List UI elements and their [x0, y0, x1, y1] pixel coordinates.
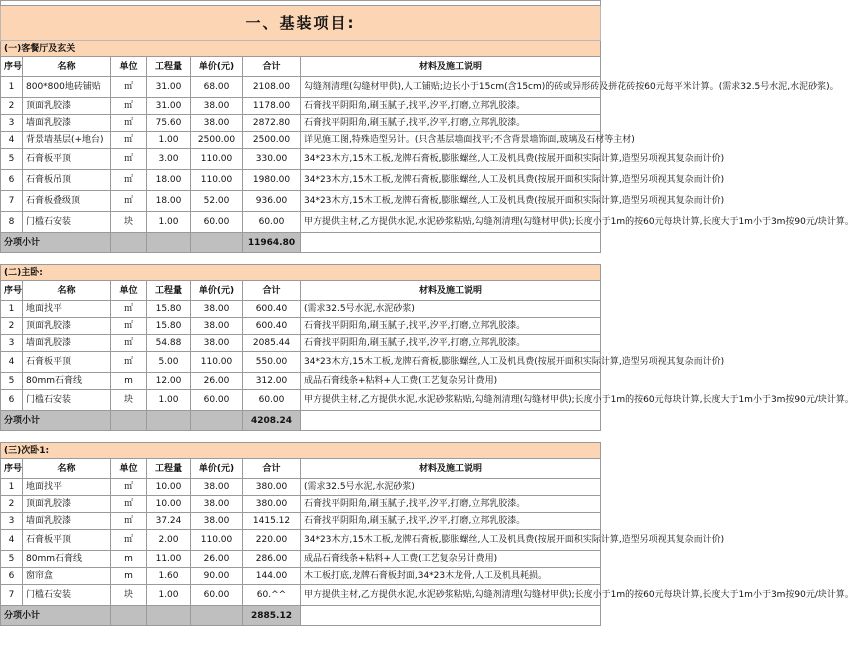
subtotal-value: 4208.24: [243, 411, 301, 431]
cell-num: 1: [1, 479, 23, 496]
section-row: [1, 265, 601, 281]
cell-name: 门槛石安装: [23, 390, 111, 411]
header-unit: 单位: [111, 459, 147, 479]
cell-name: 顶面乳胶漆: [23, 496, 111, 513]
cell-num: 3: [1, 115, 23, 132]
cell-qty: 1.00: [147, 390, 191, 411]
cell-name: 石膏板吊顶: [23, 170, 111, 191]
cell-price: 90.00: [191, 568, 243, 585]
header-num: 序号: [1, 459, 23, 479]
cell-name: 墙面乳胶漆: [23, 115, 111, 132]
cell-unit: ㎡: [111, 496, 147, 513]
subtotal-row: [1, 233, 601, 253]
cell-qty: 18.00: [147, 170, 191, 191]
cell-total: 220.00: [243, 530, 301, 551]
cell-num: 6: [1, 390, 23, 411]
cell-name: 石膏板平顶: [23, 149, 111, 170]
cell-unit: ㎡: [111, 479, 147, 496]
header-num: 序号: [1, 57, 23, 77]
subtotal-blank: [111, 233, 147, 253]
cell-name: 窗帘盒: [23, 568, 111, 585]
cell-desc: (需求32.5号水泥,水泥砂浆): [301, 301, 601, 318]
section-row: [1, 443, 601, 459]
table-row: [1, 98, 601, 115]
cell-name: 80mm石膏线: [23, 551, 111, 568]
cell-total: 2500.00: [243, 132, 301, 149]
cell-qty: 1.00: [147, 212, 191, 233]
cell-name: 石膏板叠级顶: [23, 191, 111, 212]
cell-qty: 1.00: [147, 132, 191, 149]
cell-qty: 18.00: [147, 191, 191, 212]
cell-num: 7: [1, 585, 23, 606]
cell-num: 1: [1, 77, 23, 98]
cell-total: 1415.12: [243, 513, 301, 530]
cell-desc: 石膏找平阴阳角,刷玉腻子,找平,汐平,打磨,立邦乳胶漆。: [301, 496, 601, 513]
sheet-title: 一、基装项目:: [1, 6, 601, 41]
cell-total: 2872.80: [243, 115, 301, 132]
cell-name: 石膏板平顶: [23, 530, 111, 551]
subtotal-value: 11964.80: [243, 233, 301, 253]
cell-name: 地面找平: [23, 301, 111, 318]
cell-qty: 12.00: [147, 373, 191, 390]
header-qty: 工程量: [147, 459, 191, 479]
cell-num: 2: [1, 98, 23, 115]
cell-price: 2500.00: [191, 132, 243, 149]
cell-price: 68.00: [191, 77, 243, 98]
cell-qty: 31.00: [147, 77, 191, 98]
cell-num: 3: [1, 335, 23, 352]
cell-desc: 石膏找平阴阳角,刷玉腻子,找平,汐平,打磨,立邦乳胶漆。: [301, 98, 601, 115]
cell-desc: 甲方提供主材,乙方提供水泥,水泥砂浆粘贴,勾缝剂清理(勾缝材甲供);长度小于1m的按60元每块计算,长度大于1m小于3m按90元/块计算。: [301, 212, 601, 233]
cell-num: 2: [1, 318, 23, 335]
table-row: [1, 513, 601, 530]
cell-price: 110.00: [191, 352, 243, 373]
cell-desc: (需求32.5号水泥,水泥砂浆): [301, 479, 601, 496]
cell-num: 8: [1, 212, 23, 233]
cell-price: 38.00: [191, 115, 243, 132]
header-row: [1, 57, 601, 77]
cell-qty: 1.00: [147, 585, 191, 606]
cell-price: 60.00: [191, 390, 243, 411]
cell-name: 门槛石安装: [23, 212, 111, 233]
cell-price: 52.00: [191, 191, 243, 212]
cell-total: 380.00: [243, 496, 301, 513]
subtotal-row: [1, 606, 601, 626]
section-gap: [1, 431, 601, 443]
table-row: [1, 585, 601, 606]
cell-desc: 成品石膏线条+粘料+人工费(工艺复杂另计费用): [301, 373, 601, 390]
cell-price: 38.00: [191, 496, 243, 513]
subtotal-blank: [147, 411, 191, 431]
cell-name: 顶面乳胶漆: [23, 98, 111, 115]
cell-total: 1178.00: [243, 98, 301, 115]
cell-total: 286.00: [243, 551, 301, 568]
subtotal-blank: [111, 411, 147, 431]
cell-desc: 34*23木方,15木工板,龙牌石膏板,膨胀螺丝,人工及机具费(按展开面积实际计算,造型另项视其复杂而计价): [301, 191, 601, 212]
table-row: [1, 479, 601, 496]
cell-unit: ㎡: [111, 170, 147, 191]
cell-total: 2085.44: [243, 335, 301, 352]
cell-price: 38.00: [191, 98, 243, 115]
cell-price: 110.00: [191, 149, 243, 170]
cell-num: 4: [1, 352, 23, 373]
table-row: [1, 301, 601, 318]
cell-price: 38.00: [191, 318, 243, 335]
cell-num: 6: [1, 170, 23, 191]
cell-num: 5: [1, 373, 23, 390]
table-row: [1, 390, 601, 411]
table-row: [1, 115, 601, 132]
cell-unit: 块: [111, 390, 147, 411]
cell-num: 1: [1, 301, 23, 318]
cell-unit: 块: [111, 212, 147, 233]
table-row: [1, 568, 601, 585]
cell-num: 2: [1, 496, 23, 513]
subtotal-blank: [147, 233, 191, 253]
cell-price: 110.00: [191, 530, 243, 551]
cell-qty: 2.00: [147, 530, 191, 551]
cell-qty: 75.60: [147, 115, 191, 132]
cell-qty: 3.00: [147, 149, 191, 170]
section-row: [1, 41, 601, 57]
header-row: [1, 281, 601, 301]
cell-unit: ㎡: [111, 77, 147, 98]
subtotal-desc: [301, 411, 601, 431]
cell-total: 60.00: [243, 212, 301, 233]
subtotal-label: 分项小计: [1, 233, 111, 253]
cell-price: 38.00: [191, 479, 243, 496]
cell-name: 门槛石安装: [23, 585, 111, 606]
subtotal-desc: [301, 606, 601, 626]
cell-name: 石膏板平顶: [23, 352, 111, 373]
cell-total: 380.00: [243, 479, 301, 496]
subtotal-blank: [191, 411, 243, 431]
table-row: [1, 352, 601, 373]
subtotal-value: 2885.12: [243, 606, 301, 626]
cell-price: 38.00: [191, 513, 243, 530]
table-row: [1, 191, 601, 212]
cell-total: 312.00: [243, 373, 301, 390]
cell-num: 7: [1, 191, 23, 212]
table-row: [1, 212, 601, 233]
header-qty: 工程量: [147, 281, 191, 301]
gap-cell: [1, 253, 601, 265]
cell-unit: ㎡: [111, 352, 147, 373]
cell-price: 38.00: [191, 335, 243, 352]
cell-total: 550.00: [243, 352, 301, 373]
cell-unit: ㎡: [111, 191, 147, 212]
subtotal-label: 分项小计: [1, 606, 111, 626]
cell-qty: 15.80: [147, 301, 191, 318]
header-qty: 工程量: [147, 57, 191, 77]
cell-price: 110.00: [191, 170, 243, 191]
cell-name: 80mm石膏线: [23, 373, 111, 390]
section-label: (二)主卧:: [1, 265, 601, 281]
table-row: [1, 77, 601, 98]
cell-num: 6: [1, 568, 23, 585]
cell-desc: 甲方提供主材,乙方提供水泥,水泥砂浆粘贴,勾缝剂清理(勾缝材甲供);长度小于1m的按60元每块计算,长度大于1m小于3m按90元/块计算。: [301, 585, 601, 606]
cell-total: 60.^^: [243, 585, 301, 606]
header-row: [1, 459, 601, 479]
cell-total: 1980.00: [243, 170, 301, 191]
header-unit: 单位: [111, 57, 147, 77]
cell-price: 60.00: [191, 585, 243, 606]
header-name: 名称: [23, 459, 111, 479]
gap-cell: [1, 431, 601, 443]
header-desc: 材料及施工说明: [301, 57, 601, 77]
cell-qty: 31.00: [147, 98, 191, 115]
table-row: [1, 496, 601, 513]
header-price: 单价(元): [191, 281, 243, 301]
table-row: [1, 132, 601, 149]
header-name: 名称: [23, 281, 111, 301]
table-row: [1, 551, 601, 568]
cell-total: 600.40: [243, 318, 301, 335]
header-total: 合计: [243, 459, 301, 479]
cell-desc: 成品石膏线条+粘料+人工费(工艺复杂另计费用): [301, 551, 601, 568]
cell-name: 800*800地砖铺贴: [23, 77, 111, 98]
table-row: [1, 530, 601, 551]
cell-unit: ㎡: [111, 149, 147, 170]
cell-desc: 木工板打底,龙牌石膏板封面,34*23木龙骨,人工及机具耗损。: [301, 568, 601, 585]
cell-name: 背景墙基层(+地台): [23, 132, 111, 149]
cell-total: 144.00: [243, 568, 301, 585]
cell-qty: 37.24: [147, 513, 191, 530]
cell-price: 26.00: [191, 373, 243, 390]
cell-name: 墙面乳胶漆: [23, 335, 111, 352]
cell-qty: 10.00: [147, 479, 191, 496]
cell-total: 936.00: [243, 191, 301, 212]
cell-total: 2108.00: [243, 77, 301, 98]
cell-num: 5: [1, 551, 23, 568]
cell-qty: 54.88: [147, 335, 191, 352]
subtotal-row: [1, 411, 601, 431]
cell-unit: ㎡: [111, 301, 147, 318]
cell-num: 5: [1, 149, 23, 170]
cell-name: 墙面乳胶漆: [23, 513, 111, 530]
cell-desc: 详见施工图,特殊造型另计。(只含基层墙面找平;不含背景墙饰面,玻璃及石材等主材): [301, 132, 601, 149]
cell-num: 4: [1, 530, 23, 551]
table-row: [1, 335, 601, 352]
cell-total: 330.00: [243, 149, 301, 170]
header-name: 名称: [23, 57, 111, 77]
header-desc: 材料及施工说明: [301, 459, 601, 479]
cell-unit: m: [111, 551, 147, 568]
cell-price: 38.00: [191, 301, 243, 318]
subtotal-blank: [147, 606, 191, 626]
cell-qty: 1.60: [147, 568, 191, 585]
header-desc: 材料及施工说明: [301, 281, 601, 301]
cell-qty: 5.00: [147, 352, 191, 373]
cell-unit: ㎡: [111, 513, 147, 530]
cell-price: 26.00: [191, 551, 243, 568]
section-gap: [1, 253, 601, 265]
section-label: (三)次卧1:: [1, 443, 601, 459]
cell-desc: 石膏找平阴阳角,刷玉腻子,找平,汐平,打磨,立邦乳胶漆。: [301, 115, 601, 132]
table-row: [1, 149, 601, 170]
cell-total: 60.00: [243, 390, 301, 411]
subtotal-blank: [191, 233, 243, 253]
cell-desc: 石膏找平阴阳角,刷玉腻子,找平,汐平,打磨,立邦乳胶漆。: [301, 335, 601, 352]
cell-desc: 34*23木方,15木工板,龙牌石膏板,膨胀螺丝,人工及机具费(按展开面积实际计算,造型另项视其复杂而计价): [301, 352, 601, 373]
cell-num: 4: [1, 132, 23, 149]
cell-qty: 11.00: [147, 551, 191, 568]
cell-unit: 块: [111, 585, 147, 606]
cell-unit: ㎡: [111, 318, 147, 335]
cell-desc: 勾缝剂清理(勾缝材甲供),人工铺贴;边长小于15cm(含15cm)的砖或异形砖及拼花砖按60元每平米计算。(需求32.5号水泥,水泥砂浆)。: [301, 77, 601, 98]
table-row: [1, 318, 601, 335]
cell-desc: 石膏找平阴阳角,刷玉腻子,找平,汐平,打磨,立邦乳胶漆。: [301, 318, 601, 335]
cell-name: 地面找平: [23, 479, 111, 496]
cell-desc: 34*23木方,15木工板,龙牌石膏板,膨胀螺丝,人工及机具费(按展开面积实际计算,造型另项视其复杂而计价): [301, 170, 601, 191]
cell-name: 顶面乳胶漆: [23, 318, 111, 335]
cell-unit: m: [111, 373, 147, 390]
cell-desc: 甲方提供主材,乙方提供水泥,水泥砂浆粘贴,勾缝剂清理(勾缝材甲供);长度小于1m的按60元每块计算,长度大于1m小于3m按90元/块计算。: [301, 390, 601, 411]
cell-unit: ㎡: [111, 335, 147, 352]
cell-desc: 石膏找平阴阳角,刷玉腻子,找平,汐平,打磨,立邦乳胶漆。: [301, 513, 601, 530]
cell-total: 600.40: [243, 301, 301, 318]
header-unit: 单位: [111, 281, 147, 301]
cell-qty: 15.80: [147, 318, 191, 335]
cell-qty: 10.00: [147, 496, 191, 513]
header-price: 单价(元): [191, 459, 243, 479]
header-num: 序号: [1, 281, 23, 301]
subtotal-blank: [191, 606, 243, 626]
header-total: 合计: [243, 57, 301, 77]
cell-num: 3: [1, 513, 23, 530]
cell-unit: m: [111, 568, 147, 585]
subtotal-blank: [111, 606, 147, 626]
cell-desc: 34*23木方,15木工板,龙牌石膏板,膨胀螺丝,人工及机具费(按展开面积实际计算,造型另项视其复杂而计价): [301, 530, 601, 551]
cell-unit: ㎡: [111, 530, 147, 551]
cell-price: 60.00: [191, 212, 243, 233]
cell-desc: 34*23木方,15木工板,龙牌石膏板,膨胀螺丝,人工及机具费(按展开面积实际计算,造型另项视其复杂而计价): [301, 149, 601, 170]
header-price: 单价(元): [191, 57, 243, 77]
table-row: [1, 170, 601, 191]
cell-unit: ㎡: [111, 132, 147, 149]
subtotal-desc: [301, 233, 601, 253]
table-row: [1, 373, 601, 390]
header-total: 合计: [243, 281, 301, 301]
cell-unit: ㎡: [111, 98, 147, 115]
subtotal-label: 分项小计: [1, 411, 111, 431]
cell-unit: ㎡: [111, 115, 147, 132]
section-label: (一)客餐厅及玄关: [1, 41, 601, 57]
